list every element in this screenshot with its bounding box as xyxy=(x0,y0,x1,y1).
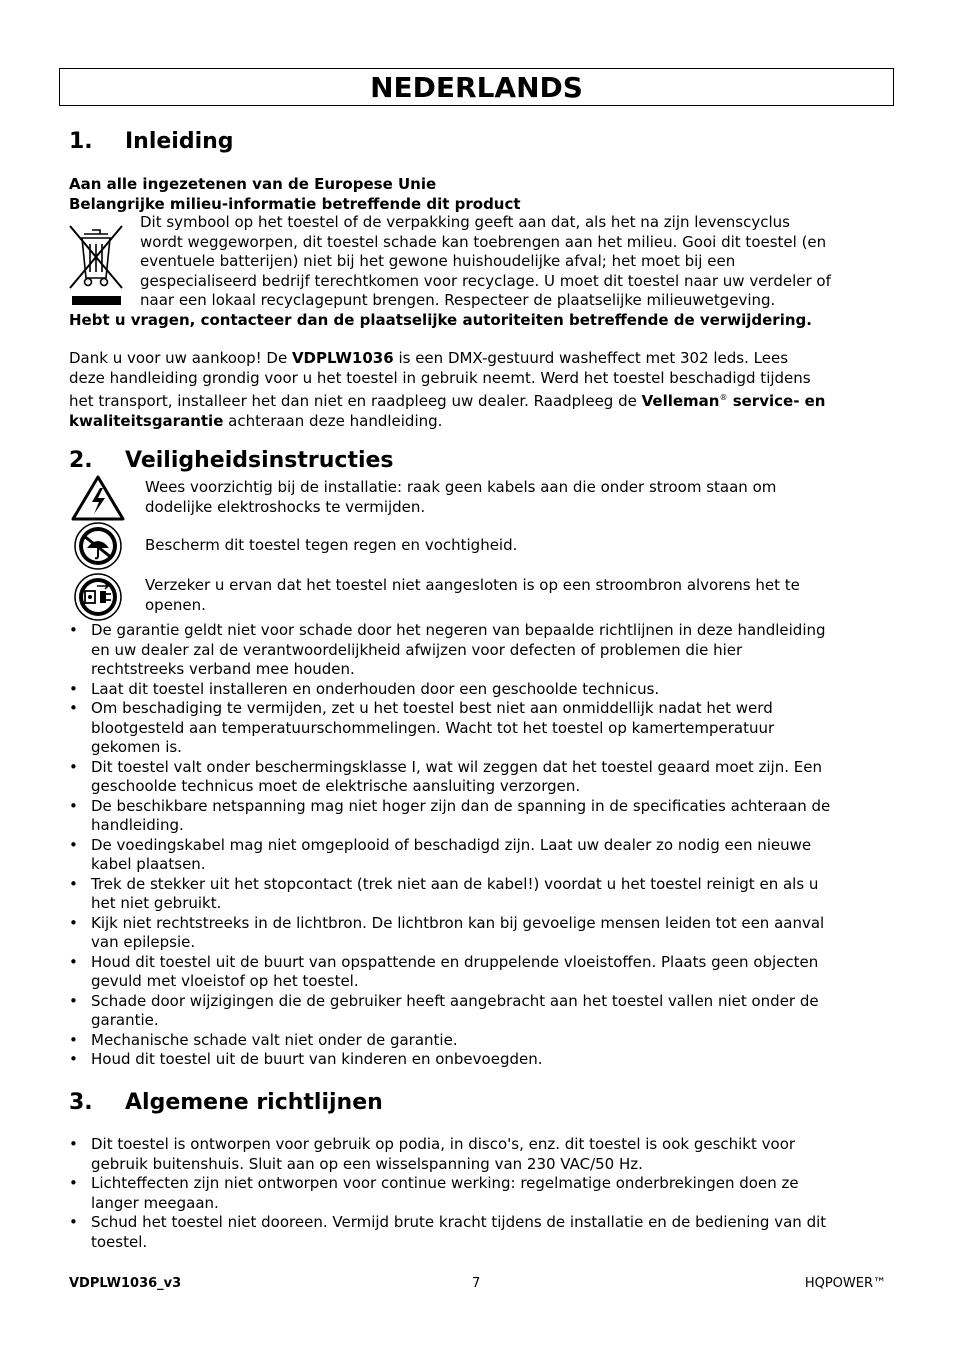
list-item-line: kabel plaatsen. xyxy=(91,855,206,873)
list-item xyxy=(69,699,889,758)
list-item-line: • Houd dit toestel uit de buurt van opspattende en druppelende vloeistoffen. Plaats geen objecten xyxy=(91,952,819,971)
safety-rain-text xyxy=(145,536,865,556)
list-item-line: • Kijk niet rechtstreeks in de lichtbron. De lichtbron kan bij gevoelige mensen leiden tot een aanval xyxy=(91,913,825,932)
footer-brand: HQPOWER™ xyxy=(804,1276,886,1291)
weee-paragraph xyxy=(140,213,890,311)
electric-shock-warning-icon xyxy=(70,474,126,522)
list-item xyxy=(69,621,889,680)
list-item-line: en uw dealer zal de verantwoordelijkheid afwijzen voor defecten of problemen die hier xyxy=(91,640,743,659)
thanks-line-1 xyxy=(69,349,889,369)
list-item xyxy=(69,1135,889,1174)
list-item-line: rechtstreeks verband mee houden. xyxy=(91,660,355,678)
section-heading-veiligheid xyxy=(69,447,394,475)
list-item-line: toestel. xyxy=(91,1232,148,1251)
thanks-text: het transport, installeer het dan niet en raadpleeg uw dealer. Raadpleeg de xyxy=(69,392,642,410)
safety-line: openen. xyxy=(145,595,206,614)
weee-line: Dit symbool op het toestel of de verpakking geeft aan dat, als het na zijn levenscyclus xyxy=(140,213,790,231)
list-item-line: • Schud het toestel niet dooreen. Vermijd brute kracht tijdens de installatie en de bediening van dit xyxy=(91,1213,827,1231)
list-item xyxy=(69,1213,889,1252)
list-item-line: • Lichteffecten zijn niet ontworpen voor continue werking: regelmatige onderbrekingen doen ze xyxy=(91,1174,799,1192)
thanks-text: is een DMX-gestuurd washeffect met 302 leds. Lees xyxy=(393,349,789,367)
eu-heading-line-1: Aan alle ingezetenen van de Europese Unie xyxy=(69,175,437,193)
list-item xyxy=(69,1174,889,1213)
warranty-link-text: service- en xyxy=(727,392,826,410)
safety-line: dodelijke elektroshocks te vermijden. xyxy=(145,497,426,516)
thanks-line-3 xyxy=(69,388,889,412)
safety-shock-text xyxy=(145,478,865,517)
section-title: Algemene richtlijnen xyxy=(125,1090,383,1115)
safety-rain-row xyxy=(70,522,890,570)
safety-shock-row xyxy=(70,474,890,522)
list-item-line: • Mechanische schade valt niet onder de garantie. xyxy=(91,1030,458,1049)
crossed-out-wheelie-bin-icon xyxy=(68,222,124,308)
safety-bullet-list xyxy=(69,621,889,1070)
brand-name: Velleman xyxy=(641,392,720,410)
list-item-line: gebruik buitenshuis. Sluit aan op een wisselspanning van 230 VAC/50 Hz. xyxy=(91,1154,643,1173)
list-item-line: • Laat dit toestel installeren en onderhouden door een geschoolde technicus. xyxy=(91,679,660,698)
list-item-line: • Houd dit toestel uit de buurt van kinderen en onbevoegden. xyxy=(91,1050,543,1068)
thanks-text: achteraan deze handleiding. xyxy=(223,411,443,430)
list-item xyxy=(69,680,889,700)
section-title: Inleiding xyxy=(125,129,234,154)
list-item-line: gevuld met vloeistof op het toestel. xyxy=(91,972,359,990)
section-number: 2. xyxy=(69,448,93,473)
list-item-line: • De voedingskabel mag niet omgeplooid of beschadigd zijn. Laat uw dealer zo nodig een nieuwe xyxy=(91,835,812,854)
list-item-line: langer meegaan. xyxy=(91,1193,219,1212)
list-item-line: gekomen is. xyxy=(91,738,182,756)
safety-line: Wees voorzichtig bij de installatie: raak geen kabels aan die onder stroom staan om xyxy=(145,478,777,496)
safety-unplug-text xyxy=(145,576,865,615)
section-heading-inleiding xyxy=(69,128,234,156)
contact-notice xyxy=(69,311,889,331)
contact-line: Hebt u vragen, contacteer dan de plaatselijke autoriteiten betreffende de verwijdering. xyxy=(69,311,812,329)
list-item xyxy=(69,1031,889,1051)
registered-mark: ® xyxy=(719,393,728,402)
list-item xyxy=(69,992,889,1031)
weee-line: gespecialiseerd bedrijf terechtkomen voor recyclage. U moet dit toestel naar uw verdeler of xyxy=(140,271,831,290)
footer-document-code: VDPLW1036_v3 xyxy=(69,1276,182,1291)
list-item-line: • Om beschadiging te vermijden, zet u het toestel best niet aan onmiddellijk nadat het werd xyxy=(91,699,773,717)
disconnect-power-icon xyxy=(70,572,126,622)
list-item-line: handleiding. xyxy=(91,816,184,834)
section-number: 1. xyxy=(69,129,93,154)
list-item-line: geschoolde technicus moet de elektrische aansluiting verzorgen. xyxy=(91,777,581,795)
list-item xyxy=(69,914,889,953)
safety-line: Verzeker u ervan dat het toestel niet aangesloten is op een stroombron alvorens het te xyxy=(145,576,800,594)
safety-line: Bescherm dit toestel tegen regen en vochtigheid. xyxy=(145,536,518,554)
section-number: 3. xyxy=(69,1090,93,1115)
list-item-line: • Trek de stekker uit het stopcontact (trek niet aan de kabel!) voordat u het toestel reinigt en als u xyxy=(91,874,819,893)
list-item-line: • De garantie geldt niet voor schade door het negeren van bepaalde richtlijnen in deze handleiding xyxy=(91,621,826,639)
list-item xyxy=(69,797,889,836)
warranty-link-text: kwaliteitsgarantie xyxy=(69,411,224,430)
list-item-line: • Dit toestel valt onder beschermingsklasse I, wat wil zeggen dat het toestel geaard moet zijn. Een xyxy=(91,757,822,776)
thanks-line-2: deze handleiding grondig voor u het toestel in gebruik neemt. Werd het toestel beschadigd tijdens xyxy=(69,368,811,387)
protect-from-rain-icon xyxy=(70,522,126,570)
guidelines-bullet-list xyxy=(69,1135,889,1252)
list-item-line: het niet gebruikt. xyxy=(91,894,222,912)
weee-line: wordt weggeworpen, dit toestel schade kan toebrengen aan het milieu. Gooi dit toestel (en xyxy=(140,232,827,251)
list-item-line: garantie. xyxy=(91,1011,159,1029)
footer-page-number: 7 xyxy=(472,1276,481,1291)
section-title: Veiligheidsinstructies xyxy=(125,448,394,473)
list-item-line: van epilepsie. xyxy=(91,933,196,951)
list-item-line: • De beschikbare netspanning mag niet hoger zijn dan de spanning in de specificaties achteraan de xyxy=(91,796,831,815)
list-item xyxy=(69,758,889,797)
thanks-paragraph xyxy=(69,349,889,431)
list-item xyxy=(69,953,889,992)
list-item-line: • Schade door wijzigingen die de gebruiker heeft aangebracht aan het toestel vallen niet onder de xyxy=(91,991,819,1010)
list-item xyxy=(69,1050,889,1070)
product-code: VDPLW1036 xyxy=(291,349,394,367)
list-item-line: • Dit toestel is ontworpen voor gebruik op podia, in disco's, enz. dit toestel is ook geschikt voor xyxy=(91,1135,796,1153)
list-item-line: blootgesteld aan temperatuurschommelingen. Wacht tot het toestel op kamertemperatuur xyxy=(91,718,775,737)
eu-heading xyxy=(69,175,889,214)
weee-line: eventuele batterijen) niet bij het gewone huishoudelijke afval; het moet bij een xyxy=(140,252,736,270)
thanks-text: Dank u voor uw aankoop! De xyxy=(69,349,292,367)
list-item xyxy=(69,875,889,914)
thanks-line-4 xyxy=(69,412,889,432)
list-item xyxy=(69,836,889,875)
eu-heading-line-2: Belangrijke milieu-informatie betreffende dit product xyxy=(69,194,521,213)
page-title: NEDERLANDS xyxy=(59,68,894,106)
safety-unplug-row xyxy=(70,572,890,622)
weee-line: naar een lokaal recyclagepunt brengen. Respecteer de plaatselijke milieuwetgeving. xyxy=(140,291,776,309)
section-heading-richtlijnen xyxy=(69,1089,383,1117)
